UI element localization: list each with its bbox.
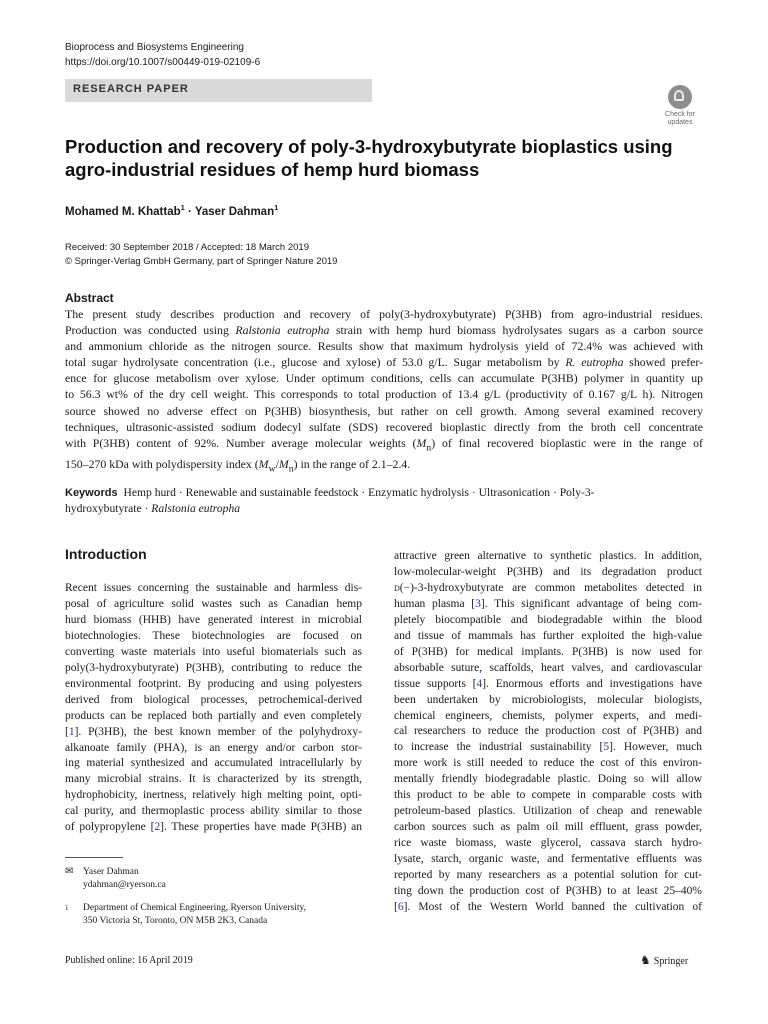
body-line: derived from biological processes, petrochemical-derived <box>65 693 362 706</box>
abstract-line: and ammonium chloride as the nitrogen source. Results show that maximum hydrolysis yield of 72.4% was achieved with <box>65 339 703 354</box>
citation-link[interactable]: 6 <box>397 900 404 913</box>
body-line: tissue supports [4]. Enormous efforts and investigations have <box>394 677 703 690</box>
body-line: d(−)-3-hydroxybutyrate are common metabolites detected in <box>394 581 702 594</box>
check-for-updates-badge[interactable] <box>661 85 699 127</box>
check-updates-icon <box>668 85 692 109</box>
copyright-line: © Springer-Verlag GmbH Germany, part of Springer Nature 2019 <box>65 256 338 267</box>
paper-title <box>65 135 685 181</box>
publication-dates <box>65 241 337 269</box>
abstract-line: Production was conducted using Ralstonia eutropha strain with hemp hurd biomass hydrolysates sugars as a carbon source <box>65 323 703 338</box>
keywords-heading: Keywords <box>65 487 118 499</box>
keywords-block <box>65 485 675 517</box>
body-line: many microbial strains. It is characterized by its strength, <box>65 773 362 786</box>
author-separator: · <box>184 205 195 218</box>
author-affil-sup: 1 <box>180 203 185 212</box>
intro-left-column <box>65 581 362 836</box>
intro-right-column <box>394 549 702 916</box>
body-line: hurd biomass (HHB) have generated interest in microbial <box>65 613 362 626</box>
corresponding-author <box>65 865 166 892</box>
citation-link[interactable]: 4 <box>476 677 483 690</box>
journal-name: Bioprocess and Biosystems Engineering <box>65 42 244 53</box>
body-line: hydrophobicity, inertness, relatively high melting point, opti- <box>65 789 362 802</box>
body-line: and tissue of mammals has further exploited the high-value <box>394 629 702 642</box>
abstract-heading: Abstract <box>65 291 114 305</box>
body-line: environmental footprint. By producing and using polyesters <box>65 677 362 690</box>
introduction-heading: Introduction <box>65 546 147 562</box>
body-line: low-molecular-weight P(3HB) and its degradation product <box>394 565 702 578</box>
author-dahman[interactable]: Yaser Dahman <box>194 205 275 218</box>
doi-link[interactable]: https://doi.org/10.1007/s00449-019-02109-6 <box>65 57 261 68</box>
body-line: absorbable suture, scaffolds, heart valves, and cardiovascular <box>394 661 702 674</box>
affil-number: 1 <box>65 904 69 912</box>
abstract-line: with P(3HB) content of 92%. Number average molecular weights $(M_n)$ of final recovered bioplastic were in the range of <box>65 435 703 454</box>
abstract-line: ence for glucose metabolism over xylose. Under optimum conditions, cells can accumulate P(3HB) polymer in quantity up <box>65 371 703 386</box>
body-line: [6]. Most of the Western World banned the cultivation of <box>394 900 702 913</box>
corr-email[interactable]: ydahman@ryerson.ca <box>83 880 166 890</box>
body-line: converting waste materials into useful biomaterials such as <box>65 645 362 658</box>
abstract-line: techniques, ultrasonic-assisted sodium dodecyl sulfate (SDS) recovered bioplastic directly from the broth cell concentrate <box>65 419 703 434</box>
abstract-body <box>65 306 703 478</box>
affiliation <box>65 902 306 928</box>
body-line: cal researchers to reduce the production cost of P(3HB) and <box>394 725 702 738</box>
abstract-line: total sugar hydrolysate concentration (i.e., glucose and xylose) of 53.0 g/L. Sugar metabolism by R. eutropha showed prefer- <box>65 355 703 370</box>
body-line: cal purity, and thermoplastic process ability similar to those <box>65 805 362 818</box>
body-line: been undertaken by microbiologists, molecular biologists, <box>394 693 702 706</box>
title-line-1: Production and recovery of poly-3-hydroxybutyrate bioplastics using <box>65 136 673 157</box>
keywords-italic: Ralstonia eutropha <box>151 502 241 515</box>
body-line: mentally friendly biodegradable plastic. Doing so will allow <box>394 773 702 786</box>
author-khattab[interactable]: Mohamed M. Khattab <box>65 205 181 218</box>
received-accepted: Received: 30 September 2018 / Accepted: 18 March 2019 <box>65 242 309 253</box>
corr-name: Yaser Dahman <box>83 867 139 877</box>
body-line: of polypropylene [2]. These properties have made P(3HB) an <box>65 821 363 834</box>
body-line: human plasma [3]. This significant advantage of being com- <box>394 597 702 610</box>
publisher-logo <box>640 953 688 968</box>
author-list <box>65 203 278 218</box>
body-line: biotechnologies. These biotechnologies are focused on <box>65 629 362 642</box>
body-line: products can be replaced both partially and even completely <box>65 709 362 722</box>
keywords-text: hydroxybutyrate · <box>65 502 152 515</box>
body-line: to increase the industrial sustainability [5]. However, much <box>394 741 702 754</box>
abstract-line: The present study describes production and recovery of poly(3-hydroxybutyrate) P(3HB) from agro-industrial residues. <box>65 307 703 321</box>
citation-link[interactable]: 2 <box>154 821 161 834</box>
body-line: [1]. P(3HB), the best known member of the polyhydroxy- <box>65 725 362 738</box>
body-line: ing material synthesized and accumulated intracellularly by <box>65 757 362 770</box>
springer-horse-icon: ♞ <box>640 953 651 967</box>
published-online: Published online: 16 April 2019 <box>65 955 193 966</box>
body-line: of P(3HB) for medical implants. P(3HB) is now used for <box>394 645 702 658</box>
body-line: ting down the production cost of P(3HB) to at least 25–40% <box>394 885 702 898</box>
body-line: more work is still needed to reduce the cost of this environ- <box>394 757 702 770</box>
abstract-line: 150–270 kDa with polydispersity index $(M_w/M_n)$ in the range of 2.1–2.4. <box>65 457 411 475</box>
body-line: pletely biocompatible and biodegradable within the blood <box>394 613 702 626</box>
body-line: Recent issues concerning the sustainable and harmless dis- <box>65 582 362 594</box>
body-line: poly(3-hydroxybutyrate) P(3HB), contributing to reduce the <box>65 661 362 674</box>
body-line: this product to be able to compete in comparable costs with <box>394 789 702 802</box>
body-line: rice waste biomass, waste glycerol, cassava starch hydro- <box>394 837 702 850</box>
affil-line-2: 350 Victoria St, Toronto, ON M5B 2K3, Canada <box>83 916 268 926</box>
title-line-2: agro-industrial residues of hemp hurd biomass <box>65 159 480 180</box>
check-updates-label-2: updates <box>667 119 693 126</box>
citation-link[interactable]: 5 <box>603 741 610 754</box>
body-line: petroleum-based plastics. Utilization of cheap and renewable <box>394 805 702 818</box>
keywords-text: Hemp hurd · Renewable and sustainable feedstock · Enzymatic hydrolysis · Ultrasonication · Poly-3- <box>123 486 595 499</box>
body-line: lysate, starch, organic waste, and fermentative effluents was <box>394 853 702 866</box>
check-updates-label-1: Check for <box>665 111 695 118</box>
body-line: carbon sources such as palm oil mill effluent, grass powder, <box>394 821 702 834</box>
abstract-line: source showed no adverse effect on P(3HB) biosynthesis, but rather on cell growth. Among several examined recovery <box>65 403 703 418</box>
publisher-name: Springer <box>653 956 689 967</box>
affil-line-1: Department of Chemical Engineering, Ryerson University, <box>83 903 306 913</box>
footnote-divider <box>65 857 123 858</box>
article-type-banner <box>65 79 372 102</box>
envelope-icon: ✉ <box>65 866 74 877</box>
body-line: attractive green alternative to synthetic plastics. In addition, <box>394 550 702 562</box>
citation-link[interactable]: 1 <box>68 725 75 738</box>
citation-link[interactable]: 3 <box>475 597 481 610</box>
body-line: posal of agriculture solid wastes such as Canadian hemp <box>65 597 362 610</box>
body-line: alkanoate family (PHA), is an energy and/or carbon stor- <box>65 741 362 754</box>
body-line: chemical engineers, chemists, polymer experts, and medi- <box>394 709 702 722</box>
article-type-label: RESEARCH PAPER <box>73 83 189 95</box>
body-line: reported by many researchers as a potential solution for cut- <box>394 869 702 882</box>
author-affil-sup: 1 <box>274 203 279 212</box>
abstract-line: to 56.3 wt% of the dry cell weight. This corresponds to total production of 13.4 g/L (productivity of 0.167 g/L h). Nitrogen <box>65 387 703 402</box>
journal-header <box>65 40 260 70</box>
